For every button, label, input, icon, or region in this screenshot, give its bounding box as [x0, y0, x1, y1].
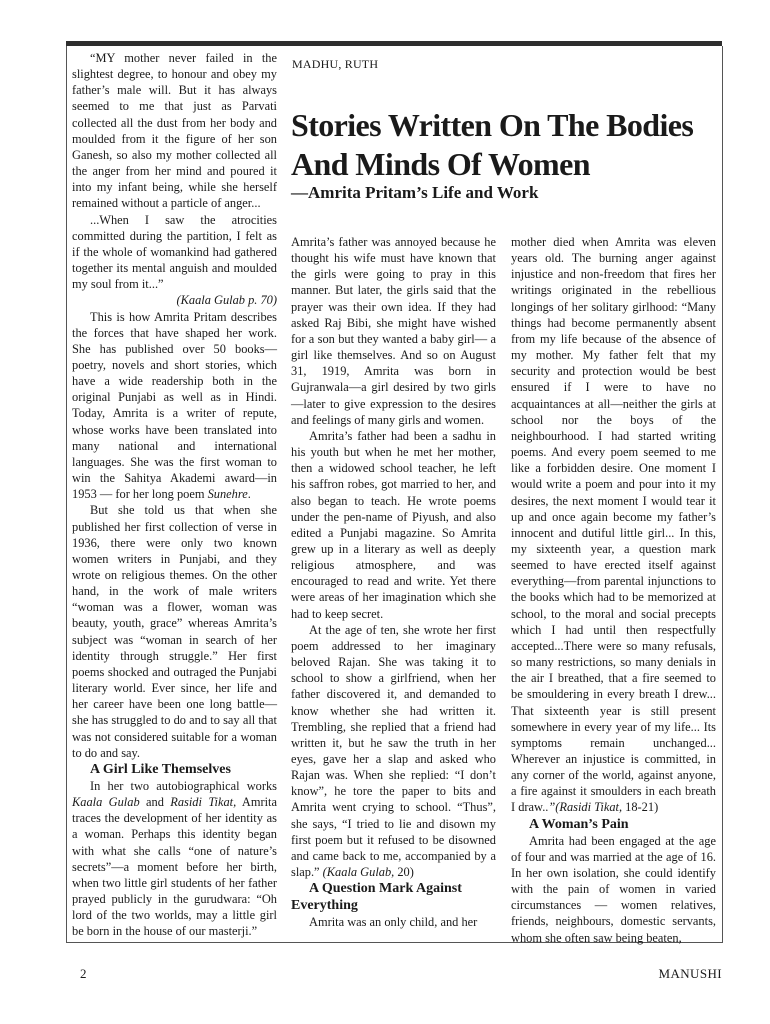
body-paragraph: But she told us that when she published her first collection of verse in 1936, there were only two known women writers in Punjabi, and they wrote on religious themes. On the other hand, in the work of male writers “woman was a flower, woman was beauty, youth, grace” whereas Amrita’s subject was “woman in search of her identity through struggle.” Her first poems shocked and outraged the Punjabi literary world. Ever since, her life and her career have been one long battle—she has struggled to do and to say all that was not considered suitable for a woman to do and say.	[72, 503, 277, 760]
article-subtitle: —Amrita Pritam’s Life and Work	[291, 183, 539, 202]
body-paragraph: In her two autobiographical works Kaala Gulab and Rasidi Tikat, Amrita traces the development of her identity as a woman. Perhaps this identity began with what she calls “one of nature’s secrets”—a moment before her birth, when two little girl students of her father prayed publicly in the gurudwara: “Oh lord of the two worlds, may a little girl be born in the house of our masterji.”	[72, 778, 277, 939]
section-heading: A Girl Like Themselves	[90, 761, 231, 777]
body-paragraph: “MY mother never failed in the slightest degree, to honour and obey my father’s male will. But it has always seemed to me that just as Parvati collected all the dust from her body and moulded from it the figure of her son Ganesh, so also my mother collected all the anger from her mind and poured it into my infant being, while she herself remained without a particle of anger...	[72, 51, 277, 211]
column-left	[72, 50, 277, 939]
body-paragraph: Amrita had been engaged at the age of four and was married at the age of 16. In her own isolation, she could identify with the pain of women in varied circumstances — women relatives, friends, neighbours, domestic servants, whom she often saw being beaten,	[511, 833, 716, 945]
section-heading: A Woman’s Pain	[529, 816, 629, 832]
page-number: 2	[80, 966, 87, 981]
column-right	[511, 234, 716, 946]
body-paragraph: Amrita was an only child, and her	[309, 915, 478, 930]
body-paragraph: ...When I saw the atrocities committed during the partition, I felt as if the whole of womankind had gathered together its mental anguish and moulded my soul from it...”	[72, 212, 277, 292]
body-paragraph: This is how Amrita Pritam describes the forces that have shaped her work. She has published over 50 books—poetry, novels and short stories, which have a wide readership both in the original Punjabi as well as in Hindi. Today, Amrita is a writer of repute, whose works have been translated into many national and international languages. She was the first woman to win the Sahitya Akademi award—in 1953 — for her long poem Sunehre.	[72, 309, 277, 502]
body-paragraph: Amrita’s father had been a sadhu in his youth but when he met her mother, then a widowed school teacher, he left his saffron robes, got married to her, and also began to teach. He wrote poems under the pen-name of Piyush, and also edited a Punjabi magazine. So Amrita grew up in a literary as well as deeply religious atmosphere, and was encouraged to read and write. Yet there were areas of her imagination which she had to keep secret.	[291, 428, 496, 621]
body-paragraph: Amrita’s father was annoyed because he thought his wife must have known that the girls were going to pray in this manner. But later, the girls said that the prayer was their own idea. If they had asked Raj Bibi, she might have wished for a son but they wanted a baby girl— a girl like themselves. And so on August 31, 1919, Amrita was born in Gujranwala—a girl desired by two girls—later to give expression to the desires and feelings of many girls and women.	[291, 235, 496, 427]
byline: MADHU, RUTH	[292, 57, 379, 71]
magazine-name: MANUSHI	[658, 966, 722, 981]
body-paragraph: mother died when Amrita was eleven years old. The burning anger against injustice and non-freedom that fires her writings originated in the rebellious longings of her solitary girlhood: “Many things had become permanently absent from my life because of the absence of my mother. My father felt that my security and protection would be best ensured if I were to have no acquaintances at all—neither the girls at school nor the boys of the neighbourhood. I had started writing poems. And every poem seemed to me like a forbidden desire. One moment I would write a poem and pour into it my desires, the next moment I would tear it up and once again become my father’s innocent and dutiful little girl... In this, my sixteenth year, a question mark seemed to have erected itself against everything—from parental injunctions to the books which had to be memorized at school, to the moral and social precepts which I had until then respectfully accepted...There were so many refusals, so many restrictions, so many denials in the air I breathed, that a fire seemed to be smouldering in every breath I drew... That sixteenth year is still present somewhere in every year of my life... Its symptoms remain unchanged... Wherever an injustice is committed, in any corner of the world, against anyone, a fire against it smoulders in each breath I draw..”(Rasidi Tikat, 18-21)	[511, 235, 716, 815]
citation: (Kaala Gulab p. 70)	[176, 293, 277, 308]
body-paragraph: At the age of ten, she wrote her first poem addressed to her imaginary beloved Rajan. She was taking it to school to show a girlfriend, when her father discovered it, and demanded to know whether she had written it. Trembling, she replied that a friend had written it, but he saw the truth in her eyes, gave her a slap and asked who Rajan was. When she replied: “I don’t know”, he tore the paper to bits and Amrita went crying to school. “Thus”, she says, “I tried to lie and disown my first poem but it refused to be disowned and came back to me, accompanied by a slap.” (Kaala Gulab, 20)	[291, 622, 496, 880]
section-heading: A Question Mark Against Everything	[291, 881, 462, 914]
article-title: Stories Written On The Bodies And Minds Of Women	[291, 107, 694, 182]
column-middle	[291, 234, 496, 930]
